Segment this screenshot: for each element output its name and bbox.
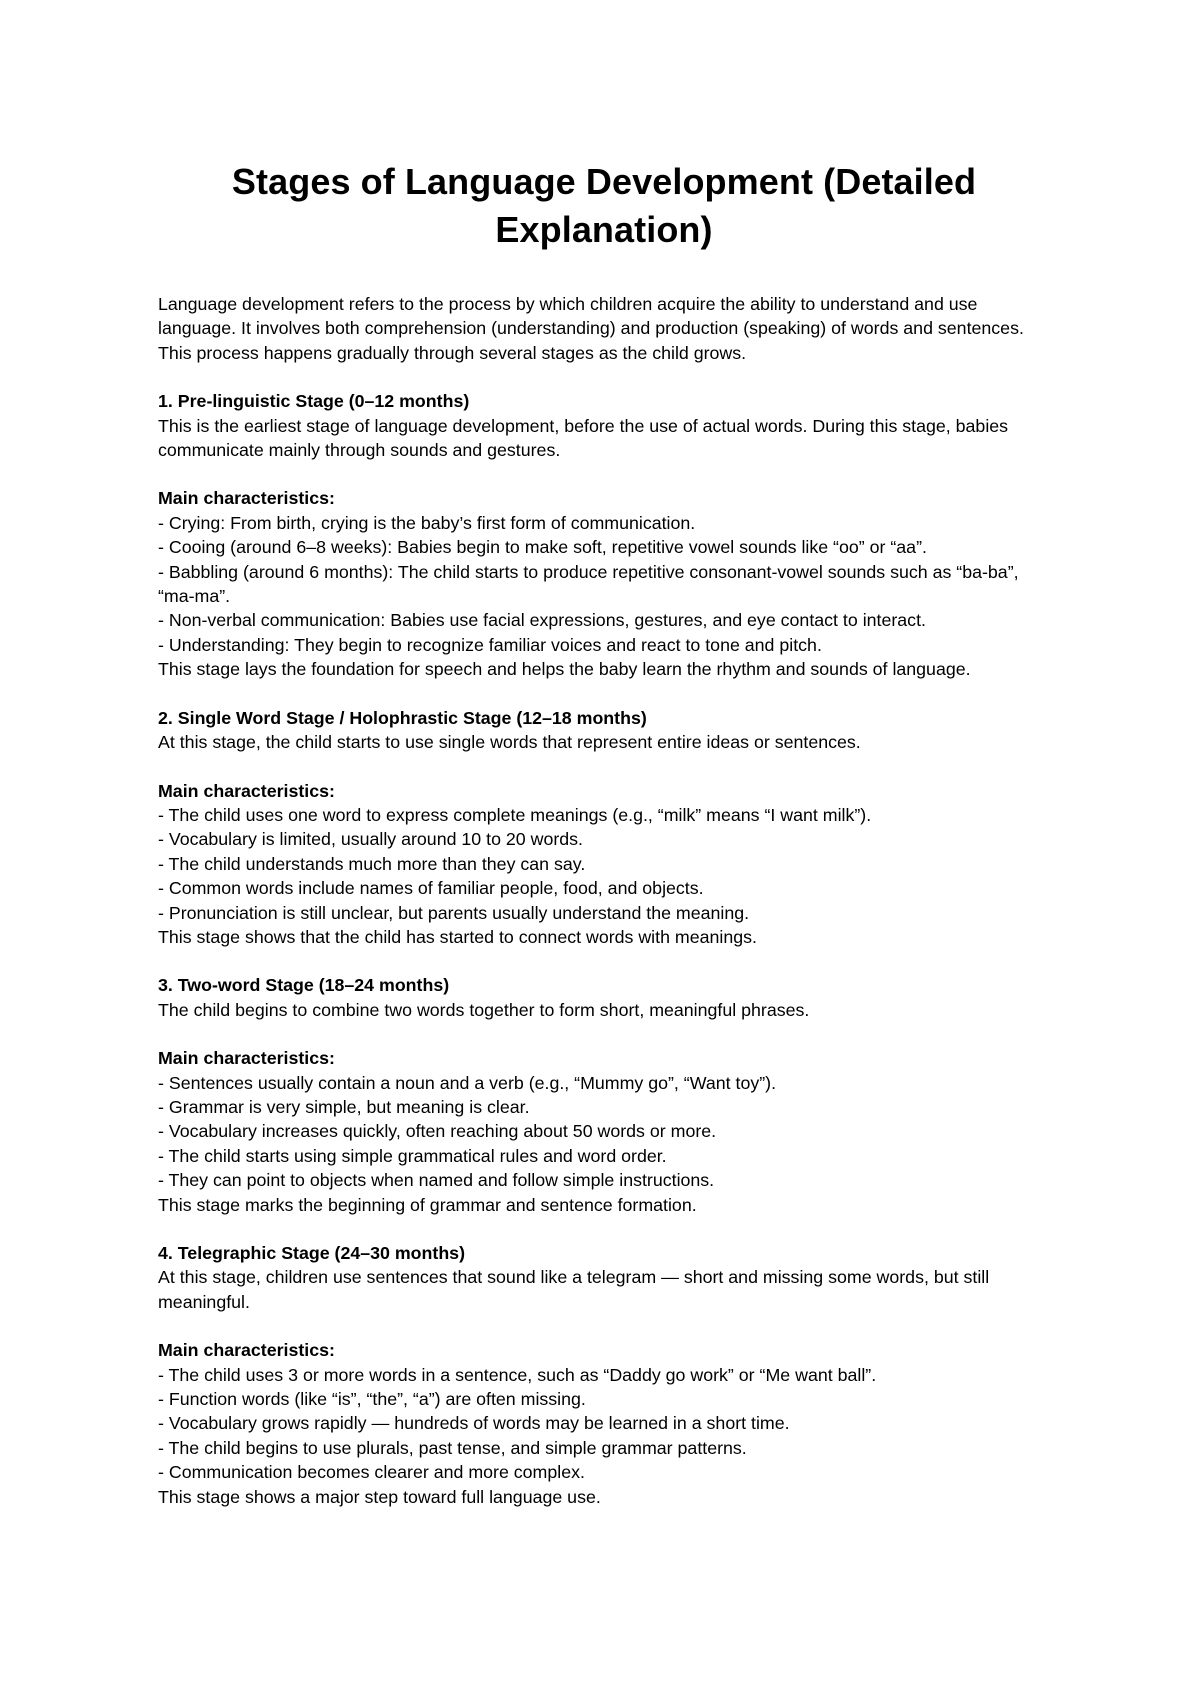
list-item: - Function words (like “is”, “the”, “a”) are often missing. (158, 1389, 586, 1410)
list-item: - Vocabulary grows rapidly — hundreds of words may be learned in a short time. (158, 1413, 790, 1434)
characteristics-list (158, 511, 1050, 657)
list-item: - The child uses 3 or more words in a sentence, such as “Daddy go work” or “Me want ball”. (158, 1364, 877, 1385)
section-conclusion: This stage lays the foundation for speech and helps the baby learn the rhythm and sounds of language. (158, 659, 971, 680)
section-description: At this stage, children use sentences that sound like a telegram — short and missing some words, but still meaningful. (158, 1267, 990, 1312)
characteristics-list (158, 803, 1050, 925)
list-item: - Vocabulary is limited, usually around 10 to 20 words. (158, 829, 583, 850)
list-item: - Grammar is very simple, but meaning is clear. (158, 1096, 530, 1117)
section-conclusion: This stage shows a major step toward full language use. (158, 1486, 601, 1507)
list-item: - Non-verbal communication: Babies use facial expressions, gestures, and eye contact to interact. (158, 610, 926, 631)
list-item: - Sentences usually contain a noun and a verb (e.g., “Mummy go”, “Want toy”). (158, 1072, 777, 1093)
list-item: - Common words include names of familiar people, food, and objects. (158, 878, 704, 899)
section-heading: 1. Pre-linguistic Stage (0–12 months) (158, 391, 470, 412)
characteristics-heading: Main characteristics: (158, 488, 335, 509)
characteristics-list (158, 1363, 1050, 1485)
list-item: - The child begins to use plurals, past tense, and simple grammar patterns. (158, 1437, 747, 1458)
document-title (158, 158, 1050, 254)
section-heading: 2. Single Word Stage / Holophrastic Stage (12–18 months) (158, 707, 647, 728)
list-item: - They can point to objects when named and follow simple instructions. (158, 1170, 715, 1191)
section-conclusion: This stage marks the beginning of grammar and sentence formation. (158, 1194, 697, 1215)
list-item: - The child starts using simple grammatical rules and word order. (158, 1145, 667, 1166)
list-item: - Vocabulary increases quickly, often reaching about 50 words or more. (158, 1121, 717, 1142)
list-item: - Understanding: They begin to recognize familiar voices and react to tone and pitch. (158, 634, 822, 655)
document-title-line-1: Stages of Language Development (Detailed (231, 161, 977, 202)
section-description: This is the earliest stage of language development, before the use of actual words. During this stage, babies communicate mainly through sounds and gestures. (158, 415, 1009, 461)
list-item: - Cooing (around 6–8 weeks): Babies begin to make soft, repetitive vowel sounds like “oo” or “aa”. (158, 537, 927, 558)
list-item: - Pronunciation is still unclear, but parents usually understand the meaning. (158, 902, 750, 923)
section-single-word (158, 706, 1050, 950)
section-description: At this stage, the child starts to use single words that represent entire ideas or sentences. (158, 732, 861, 753)
document-title-line-2: Explanation) (495, 209, 713, 250)
list-item: - Communication becomes clearer and more complex. (158, 1462, 585, 1483)
list-item: - Babbling (around 6 months): The child starts to produce repetitive consonant-vowel sounds such as “ba-ba”, “ma-ma”. (158, 561, 1019, 607)
section-telegraphic (158, 1241, 1050, 1509)
section-heading: 4. Telegraphic Stage (24–30 months) (158, 1243, 465, 1263)
section-two-word (158, 973, 1050, 1217)
section-pre-linguistic (158, 389, 1050, 681)
list-item: - Crying: From birth, crying is the baby’s first form of communication. (158, 512, 696, 533)
characteristics-heading: Main characteristics: (158, 1340, 335, 1361)
section-description: The child begins to combine two words together to form short, meaningful phrases. (158, 999, 810, 1020)
section-heading: 3. Two-word Stage (18–24 months) (158, 975, 450, 996)
intro-paragraph: Language development refers to the process by which children acquire the ability to understand and use language. It involves both comprehension (understanding) and production (speaking) of words and sentences. This process happens gradually through several stages as the child grows. (158, 294, 1024, 363)
section-conclusion: This stage shows that the child has started to connect words with meanings. (158, 926, 757, 947)
characteristics-heading: Main characteristics: (158, 780, 335, 801)
list-item: - The child understands much more than they can say. (158, 853, 586, 874)
characteristics-list (158, 1071, 1050, 1193)
document-content (158, 158, 1050, 1533)
list-item: - The child uses one word to express complete meanings (e.g., “milk” means “I want milk”). (158, 804, 872, 825)
characteristics-heading: Main characteristics: (158, 1048, 335, 1069)
